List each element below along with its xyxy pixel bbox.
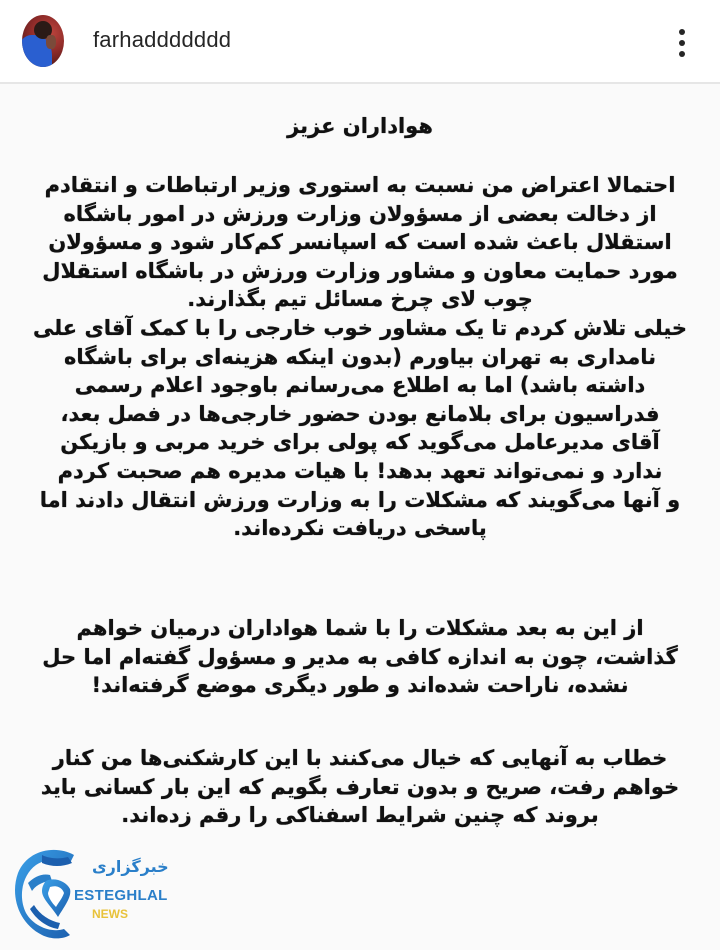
text-line: بروند که چنین شرایط اسفناکی را رقم زده‌اند. — [121, 803, 599, 828]
text-line: احتمالا اعتراض من نسبت به استوری وزیر ارتباطات و انتقادم — [44, 173, 676, 197]
letter-paragraph-3 — [30, 744, 690, 830]
avatar[interactable] — [22, 15, 64, 67]
text-line: چوب لای چرخ مسائل تیم بگذارند. — [187, 287, 533, 312]
logo-farsi-text: خبرگزاری — [92, 857, 169, 876]
text-line: خواهم رفت، صریح و بدون تعارف بگویم که این بار کسانی باید — [40, 774, 680, 799]
more-vertical-icon — [679, 40, 685, 46]
more-vertical-icon — [679, 51, 685, 57]
text-line: از دخالت بعضی از مسؤولان وزارت ورزش در امور باشگاه — [63, 201, 657, 226]
text-line: فدراسیون برای بلامانع بودن حضور خارجی‌ها در فصل بعد، — [60, 401, 660, 426]
text-line: مورد حمایت معاون و مشاور وزارت ورزش در باشگاه استقلال — [42, 258, 678, 283]
text-line: نشده، ناراحت شده‌اند و طور دیگری موضع گرفته‌اند! — [91, 673, 629, 698]
text-line: گذاشت، چون به اندازه کافی به مدیر و مسؤول گفته‌ام اما حل — [42, 644, 678, 669]
text-line: پاسخی دریافت نکرده‌اند. — [233, 516, 487, 541]
text-line: نامداری به تهران بیاورم (بدون اینکه هزینه‌ای برای باشگاه — [63, 344, 657, 369]
text-line: استقلال باعث شده است که اسپانسر کم‌کار شود و مسؤولان — [48, 230, 672, 255]
more-vertical-icon — [679, 29, 685, 35]
letter-paragraph-1 — [30, 171, 690, 543]
text-line: خیلی تلاش کردم تا یک مشاور خوب خارجی را با کمک آقای علی — [32, 315, 688, 340]
text-line: داشته باشد) اما به اطلاع می‌رسانم باوجود اعلام رسمی — [74, 373, 646, 398]
text-line: و آنها می‌گویند که مشکلات را به وزارت ورزش انتقال دادند اما — [39, 487, 681, 512]
more-options-button[interactable] — [672, 26, 692, 60]
esteghlal-news-watermark — [12, 845, 169, 945]
text-line: خطاب به آنهایی که خیال می‌کنند با این کارشکنی‌ها من کنار — [52, 746, 668, 770]
text-line: آقای مدیرعامل می‌گوید که پولی برای خرید مربی و بازیکن — [60, 430, 660, 455]
avatar-hand — [46, 35, 56, 49]
logo-english-text: ESTEGHLAL — [74, 887, 168, 904]
text-line: ندارد و نمی‌تواند تعهد بدهد! با هیات مدیره هم صحبت کردم — [57, 458, 663, 483]
text-line: از این به بعد مشکلات را با شما هواداران درمیان خواهم — [76, 616, 644, 640]
letter-salutation: هواداران عزیز — [287, 114, 433, 138]
post-header — [0, 0, 720, 84]
logo-news-text: NEWS — [92, 907, 128, 921]
username-link[interactable]: farhaddddddd — [93, 27, 232, 52]
letter-paragraph-2 — [30, 614, 690, 700]
post-image — [0, 86, 720, 950]
